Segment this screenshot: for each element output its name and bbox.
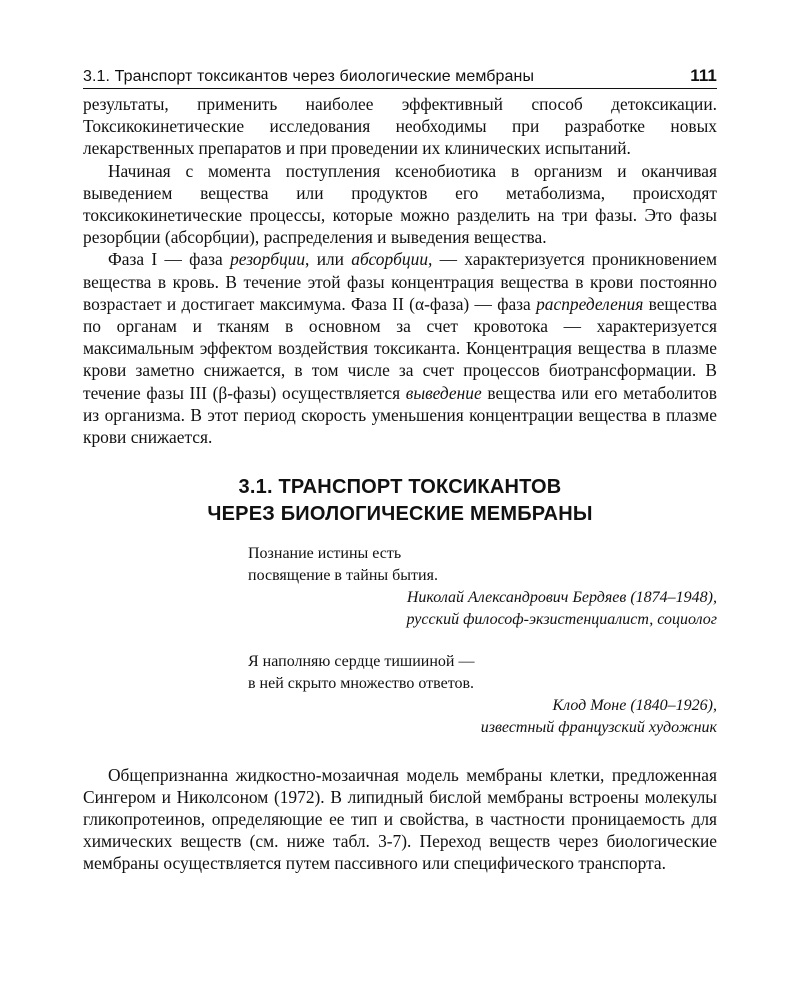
epigraph-author: Николай Александрович Бердяев (1874–1948), bbox=[406, 588, 717, 606]
book-page bbox=[83, 66, 717, 875]
epigraph-quote-line: Я наполняю сердце тишииной — bbox=[248, 653, 475, 671]
emphasis-absorption: абсорбции, bbox=[351, 249, 433, 270]
page-number: 111 bbox=[690, 66, 717, 85]
epigraph-quote-line: посвящение в тайны бытия. bbox=[248, 567, 438, 585]
text-segment: Фаза I — фаза bbox=[108, 249, 231, 270]
paragraph-continuation: результаты, применить наиболее эффективный способ детоксикации. Токсикокинетические исследования необходимы при разработке новых лекарственных препаратов и при проведении их клинических испытаний. bbox=[83, 94, 717, 159]
epigraph-author-role: известный французский художник bbox=[480, 718, 717, 736]
text-segment: вещества или его метаболитов из организма. В этот период скорость уменьшения концентрации вещества в плазме крови снижается. bbox=[83, 382, 717, 448]
intro-text bbox=[83, 93, 717, 448]
emphasis-distribution: распределения bbox=[536, 293, 644, 314]
epigraph-monet bbox=[248, 651, 717, 738]
epigraph-quote-line: Познание истины есть bbox=[248, 545, 402, 563]
text-segment: вещества по органам и тканям в основном за счет кровотока — характеризуется максимальным эффектом воздействия токсиканта. Концентрация вещества в плазме крови заметно снижается, в том числе за счет процессов биотрансформации. В течение фазы III (β-фазы) осуществляется bbox=[83, 293, 717, 403]
epigraph-author: Клод Моне (1840–1926), bbox=[552, 697, 717, 715]
paragraph-phases-intro: Начиная с момента поступления ксенобиотика в организм и оканчивая выведением вещества или продуктов его метаболизма, происходят токсикокинетические процессы, которые можно разделить на три фазы. Это фазы резорбции (абсорбции), распределения и выведения вещества. bbox=[83, 160, 717, 248]
epigraph-quote-line: в ней скрыто множество ответов. bbox=[248, 675, 475, 693]
section-body-text bbox=[83, 764, 717, 875]
running-head-title: 3.1. Транспорт токсикантов через биологические мембраны bbox=[83, 68, 535, 85]
emphasis-resorption: резорбции bbox=[230, 249, 306, 270]
section-heading bbox=[83, 474, 717, 528]
paragraph-phases-description bbox=[83, 248, 717, 448]
section-heading-line-1: 3.1. ТРАНСПОРТ ТОКСИКАНТОВ bbox=[238, 476, 562, 499]
paragraph-membrane-model: Общепризнанна жидкостно-мозаичная модель мембраны клетки, предложенная Сингером и Николсоном (1972). В липидный бислой мембраны встроены молекулы гликопротеинов, определяющие ее тип и свойства, в частности проницаемость для химических веществ (см. ниже табл. 3-7). Переход веществ через биологические мембраны осуществляется путем пассивного или специфического транспорта. bbox=[83, 764, 717, 874]
emphasis-elimination: выведение bbox=[405, 382, 482, 403]
text-segment: , или bbox=[305, 249, 352, 270]
running-head bbox=[83, 66, 717, 89]
section-heading-line-2: ЧЕРЕЗ БИОЛОГИЧЕСКИЕ МЕМБРАНЫ bbox=[207, 503, 593, 526]
text-segment: — характеризуется проникновением вещества в кровь. В течение этой фазы концентрация вещества в крови постоянно возрастает и достигает максимума. Фаза II (α-фаза) — фаза bbox=[83, 249, 717, 314]
epigraph-author-role: русский философ-экзистенциалист, социолог bbox=[406, 610, 717, 628]
epigraph-berdyaev bbox=[248, 543, 717, 630]
